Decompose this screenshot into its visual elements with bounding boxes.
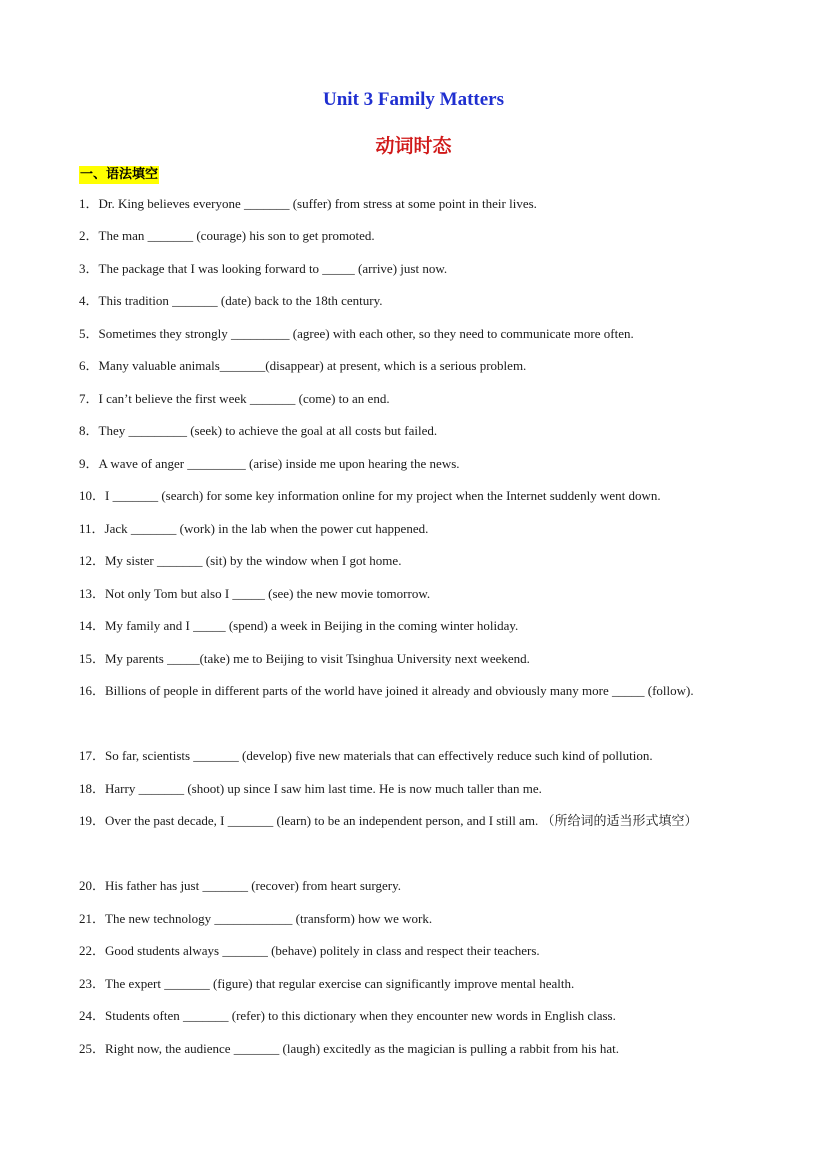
- question-12: 12．My sister _______ (sit) by the window when I got home.: [79, 553, 402, 568]
- question-9: 9．A wave of anger _________ (arise) inside me upon hearing the news.: [79, 456, 460, 471]
- question-14: 14．My family and I _____ (spend) a week in Beijing in the coming winter holiday.: [79, 618, 519, 633]
- question-5: 5．Sometimes they strongly _________ (agree) with each other, so they need to communicate more often.: [79, 326, 634, 341]
- page-subtitle: 动词时态: [375, 135, 452, 157]
- question-25: 25．Right now, the audience _______ (laugh) excitedly as the magician is pulling a rabbit from his hat.: [79, 1041, 619, 1056]
- question-16: 16．Billions of people in different parts of the world have joined it already and obviously many more _____ (follow).: [79, 683, 694, 698]
- question-8: 8．They _________ (seek) to achieve the goal at all costs but failed.: [79, 423, 438, 438]
- question-19: 19．Over the past decade, I _______ (learn) to be an independent person, and I still am. （所给词的适当形式填空）: [79, 813, 698, 828]
- question-13: 13．Not only Tom but also I _____ (see) the new movie tomorrow.: [79, 586, 431, 601]
- question-22: 22．Good students always _______ (behave) politely in class and respect their teachers.: [79, 943, 540, 958]
- question-2: 2．The man _______ (courage) his son to get promoted.: [79, 228, 375, 243]
- question-15: 15．My parents _____(take) me to Beijing to visit Tsinghua University next weekend.: [79, 651, 530, 666]
- section-header: 一、语法填空: [80, 167, 159, 182]
- question-6: 6．Many valuable animals_______(disappear) at present, which is a serious problem.: [79, 358, 527, 373]
- page-title: Unit 3 Family Matters: [323, 89, 504, 110]
- question-3: 3．The package that I was looking forward to _____ (arrive) just now.: [79, 261, 448, 276]
- question-1: 1．Dr. King believes everyone _______ (suffer) from stress at some point in their lives.: [79, 196, 537, 211]
- question-23: 23．The expert _______ (figure) that regular exercise can significantly improve mental health.: [79, 976, 575, 991]
- question-10: 10．I _______ (search) for some key information online for my project when the Internet suddenly went down.: [79, 488, 661, 503]
- question-7: 7．I can’t believe the first week _______ (come) to an end.: [79, 391, 390, 406]
- question-4: 4．This tradition _______ (date) back to the 18th century.: [79, 293, 383, 308]
- question-20: 20．His father has just _______ (recover) from heart surgery.: [79, 878, 402, 893]
- question-11: 11．Jack _______ (work) in the lab when the power cut happened.: [79, 521, 429, 536]
- question-18: 18．Harry _______ (shoot) up since I saw him last time. He is now much taller than me.: [79, 781, 542, 796]
- question-17: 17．So far, scientists _______ (develop) five new materials that can effectively reduce such kind of pollution.: [79, 748, 653, 763]
- question-24: 24．Students often _______ (refer) to this dictionary when they encounter new words in English class.: [79, 1008, 616, 1023]
- question-21: 21．The new technology ____________ (transform) how we work.: [79, 911, 433, 926]
